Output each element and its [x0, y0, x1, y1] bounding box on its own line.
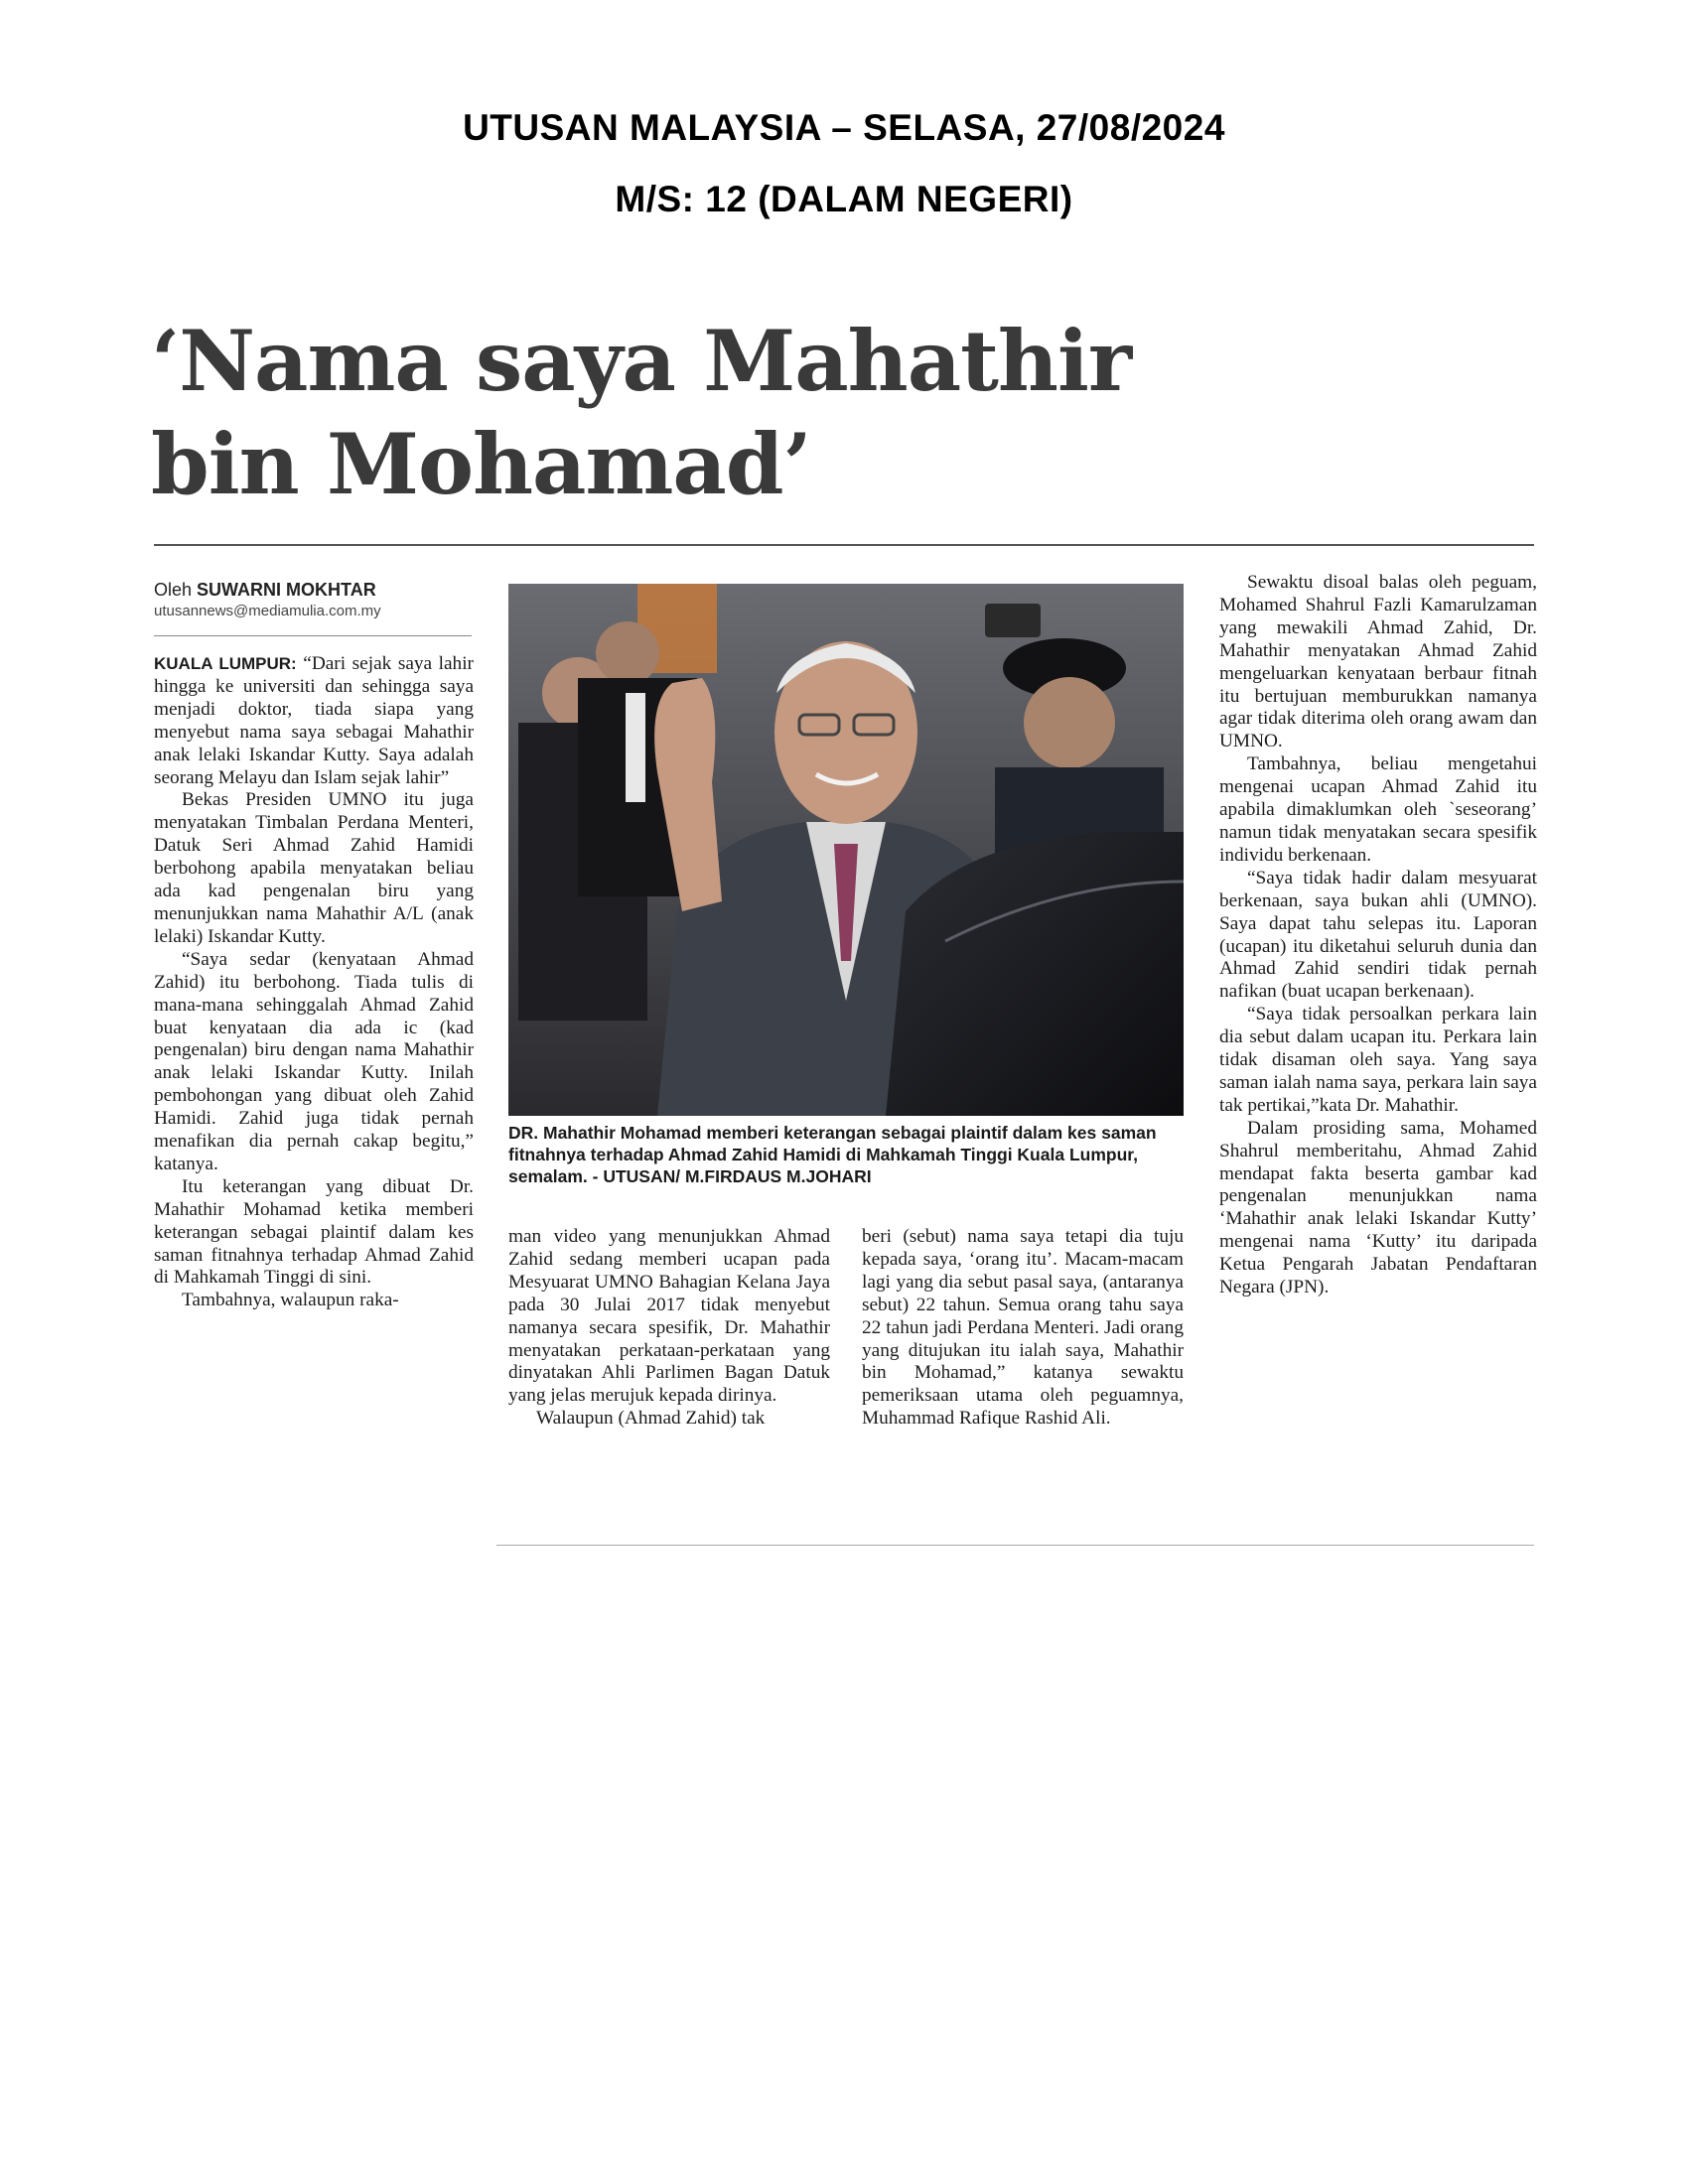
article-bottom-rule	[496, 1545, 1534, 1546]
article-headline	[151, 310, 1342, 516]
publication-header: UTUSAN MALAYSIA – SELASA, 27/08/2024	[463, 107, 1225, 148]
article-column-3	[862, 1226, 1184, 1431]
article-column-2	[508, 1226, 830, 1431]
headline-line-1: ‘Nama saya Mahathir	[151, 312, 1132, 410]
article-paragraph: Itu keterangan yang dibuat Dr. Mahathir Mohamad ketika memberi keterangan sebagai plaintif dalam kes saman fitnahnya terhadap Ahmad Zahid di Mahkamah Tinggi di sini.	[154, 1175, 474, 1289]
article-paragraph-start: Tambahnya, walaupun raka-	[182, 1290, 399, 1311]
article-paragraph: Tambahnya, beliau mengetahui mengenai ucapan Ahmad Zahid itu apabila dimaklumkan oleh `seseorang’ namun tidak menyatakan secara spesifik individu berkenaan.	[1219, 753, 1537, 866]
article-paragraph: Bekas Presiden UMNO itu juga menyatakan Timbalan Perdana Menteri, Datuk Seri Ahmad Zahid Hamidi berbohong apabila menyatakan beliau ada kad pengenalan biru yang menunjukkan nama Mahathir A/L (anak lelaki) Iskandar Kutty.	[154, 789, 474, 947]
article-column-1	[154, 653, 474, 1312]
article-paragraph: “Saya tidak persoalkan perkara lain dia sebut dalam ucapan itu. Perkara lain tidak disaman oleh saya. Yang saya saman ialah nama saya, perkara lain saya tak pertikai,”kata Dr. Mahathir.	[1219, 1004, 1537, 1116]
photo-caption: DR. Mahathir Mohamad memberi keterangan sebagai plaintif dalam kes saman fitnahnya terhadap Ahmad Zahid Hamidi di Mahkamah Tinggi Kuala Lumpur, semalam. - UTUSAN/ M.FIRDAUS M.JOHARI	[508, 1123, 1157, 1186]
article-paragraph: “Saya tidak hadir dalam mesyuarat berkenaan, saya bukan ahli (UMNO). Saya dapat tahu selepas itu. Laporan (ucapan) itu diketahui seluruh dunia dan Ahmad Zahid sendiri tidak pernah nafikan (buat ucapan berkenaan).	[1219, 867, 1537, 1003]
paragraph-text: “Dari sejak saya lahir hingga ke universiti dan sehingga saya menjadi doktor, tiada siapa yang menyebut nama saya sebagai Mahathir anak lelaki Iskandar Kutty. Saya adalah seorang Melayu dan Islam sejak lahir”	[154, 653, 474, 788]
headline-line-2: bin Mohamad’	[151, 415, 811, 513]
article-photo	[508, 584, 1184, 1116]
article-paragraph	[154, 653, 474, 789]
article-paragraph-continued: man video yang menunjukkan Ahmad Zahid sedang memberi ucapan pada Mesyuarat UMNO Bahagian Kelana Jaya pada 30 Julai 2017 tidak menyebut namanya secara spesifik, Dr. Mahathir menyatakan perkataan-perkataan yang dinyatakan Ahli Parlimen Bagan Datuk yang jelas merujuk kepada dirinya.	[508, 1226, 830, 1407]
article-paragraph-continued: beri (sebut) nama saya tetapi dia tuju kepada saya, ‘orang itu’. Macam-macam lagi yang dia sebut pasal saya, (antaranya sebut) 22 tahun. Semua orang tahu saya 22 tahun jadi Perdana Menteri. Jadi orang yang ditujukan itu ialah saya, Mahathir bin Mohamad,” katanya sewaktu pemeriksaan utama oleh peguamnya, Muhammad Rafique Rashid Ali.	[862, 1226, 1184, 1430]
byline	[154, 580, 482, 619]
dateline: KUALA LUMPUR:	[154, 654, 297, 673]
page-section-header: M/S: 12 (DALAM NEGERI)	[615, 179, 1073, 219]
photo-illustration	[508, 584, 1184, 1116]
byline-prefix: Oleh	[154, 580, 193, 600]
byline-author: SUWARNI MOKHTAR	[197, 580, 376, 600]
article-paragraph: Dalam prosiding sama, Mohamed Shahrul memberitahu, Ahmad Zahid mendapat fakta beserta gambar kad pengenalan menunjukkan nama ‘Mahathir anak lelaki Iskandar Kutty’ mengenai nama ‘Kutty’ itu daripada Ketua Pengarah Jabatan Pendaftaran Negara (JPN).	[1219, 1117, 1537, 1298]
article-paragraph-start: Walaupun (Ahmad Zahid) tak	[536, 1408, 766, 1430]
article-paragraph: Sewaktu disoal balas oleh peguam, Mohamed Shahrul Fazli Kamarulzaman yang mewakili Ahmad Zahid, Dr. Mahathir menyatakan Ahmad Zahid mengeluarkan kenyataan berbaur fitnah itu bertujuan memburukkan namanya agar tidak diterima oleh orang awam dan UMNO.	[1219, 572, 1537, 752]
headline-divider	[154, 544, 1534, 546]
article-column-4	[1219, 572, 1537, 1299]
byline-divider	[154, 635, 472, 636]
article-paragraph: “Saya sedar (kenyataan Ahmad Zahid) itu berbohong. Tiada tulis di mana-mana sehinggalah Ahmad Zahid buat kenyataan dia ada ic (kad pengenalan) biru dengan nama Mahathir anak lelaki Iskandar Kutty. Inilah pembohongan yang dibuat oleh Zahid Hamidi. Zahid juga tidak pernah menafikan dia pernah cakap begitu,” katanya.	[154, 948, 474, 1174]
byline-email: utusannews@mediamulia.com.my	[154, 603, 381, 619]
